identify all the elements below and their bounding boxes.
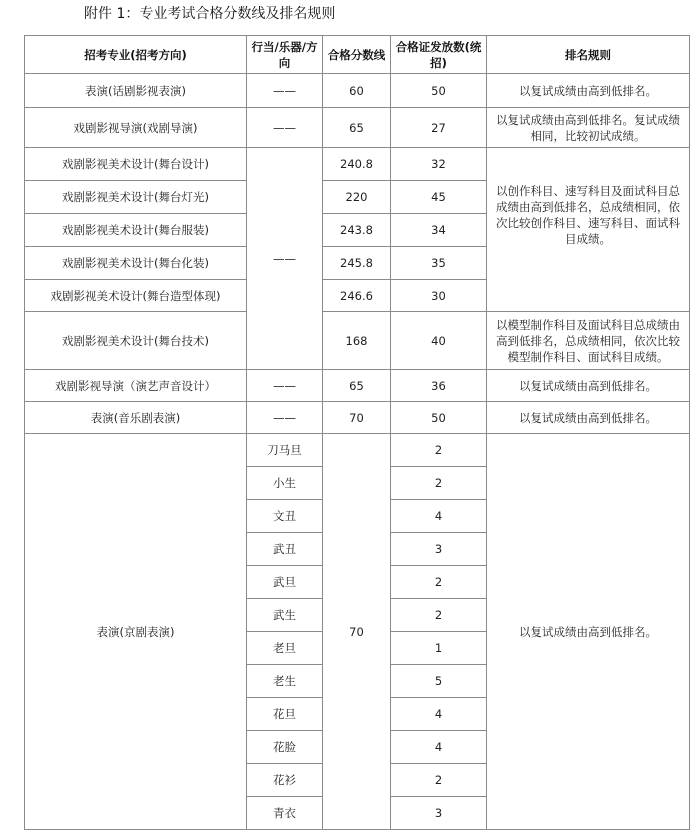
major-cell: 戏剧影视美术设计(舞台设计) — [25, 148, 247, 181]
major-cell: 戏剧影视美术设计(舞台服装) — [25, 214, 247, 247]
header-score: 合格分数线 — [323, 36, 391, 74]
role-cell: 花衫 — [247, 764, 323, 797]
table-row — [25, 108, 690, 148]
score-cell: 246.6 — [323, 280, 391, 312]
header-major: 招考专业(招考方向) — [25, 36, 247, 74]
count-cell: 27 — [391, 108, 487, 148]
score-cell: 243.8 — [323, 214, 391, 247]
count-cell: 2 — [391, 467, 487, 500]
rule-cell: 以创作科目、速写科目及面试科目总成绩由高到低排名，总成绩相同，依次比较创作科目、速写科目、面试科目成绩。 — [487, 148, 690, 312]
rule-cell: 以复试成绩由高到低排名。复试成绩相同，比较初试成绩。 — [487, 108, 690, 148]
header-count: 合格证发放数(统招) — [391, 36, 487, 74]
role-cell: 老生 — [247, 665, 323, 698]
score-table — [24, 35, 690, 830]
rule-cell: 以复试成绩由高到低排名。 — [487, 434, 690, 830]
table-row — [25, 74, 690, 108]
major-cell: 表演(话剧影视表演) — [25, 74, 247, 108]
rule-cell: 以复试成绩由高到低排名。 — [487, 74, 690, 108]
major-cell: 戏剧影视导演(戏剧导演) — [25, 108, 247, 148]
role-cell: 文丑 — [247, 500, 323, 533]
count-cell: 34 — [391, 214, 487, 247]
count-cell: 4 — [391, 500, 487, 533]
major-cell: 戏剧影视导演（演艺声音设计） — [25, 370, 247, 402]
count-cell: 4 — [391, 731, 487, 764]
score-cell: 220 — [323, 181, 391, 214]
rule-cell: 以复试成绩由高到低排名。 — [487, 370, 690, 402]
major-cell: 表演(音乐剧表演) — [25, 402, 247, 434]
role-cell: 武丑 — [247, 533, 323, 566]
score-cell: 65 — [323, 370, 391, 402]
count-cell: 2 — [391, 764, 487, 797]
count-cell: 36 — [391, 370, 487, 402]
role-cell: 老旦 — [247, 632, 323, 665]
count-cell: 45 — [391, 181, 487, 214]
count-cell: 40 — [391, 312, 487, 370]
count-cell: 35 — [391, 247, 487, 280]
score-cell: 70 — [323, 402, 391, 434]
role-cell: 花旦 — [247, 698, 323, 731]
count-cell: 1 — [391, 632, 487, 665]
major-cell: 戏剧影视美术设计(舞台造型体现) — [25, 280, 247, 312]
score-cell: 245.8 — [323, 247, 391, 280]
major-cell: 戏剧影视美术设计(舞台灯光) — [25, 181, 247, 214]
role-cell: 青衣 — [247, 797, 323, 830]
role-cell: —— — [247, 74, 323, 108]
header-role: 行当/乐器/方向 — [247, 36, 323, 74]
count-cell: 32 — [391, 148, 487, 181]
major-cell: 戏剧影视美术设计(舞台技术) — [25, 312, 247, 370]
role-cell: —— — [247, 402, 323, 434]
count-cell: 50 — [391, 402, 487, 434]
header-rule: 排名规则 — [487, 36, 690, 74]
role-cell: 花脸 — [247, 731, 323, 764]
score-cell: 70 — [323, 434, 391, 830]
table-header-row — [25, 36, 690, 74]
score-cell: 65 — [323, 108, 391, 148]
score-cell: 240.8 — [323, 148, 391, 181]
role-cell: 小生 — [247, 467, 323, 500]
table-row — [25, 370, 690, 402]
count-cell: 2 — [391, 599, 487, 632]
table-row — [25, 402, 690, 434]
major-cell: 戏剧影视美术设计(舞台化装) — [25, 247, 247, 280]
count-cell: 3 — [391, 797, 487, 830]
page-title: 附件 1：专业考试合格分数线及排名规则 — [84, 6, 336, 22]
count-cell: 2 — [391, 434, 487, 467]
score-cell: 168 — [323, 312, 391, 370]
count-cell: 2 — [391, 566, 487, 599]
table-row — [25, 434, 690, 467]
rule-cell: 以复试成绩由高到低排名。 — [487, 402, 690, 434]
count-cell: 4 — [391, 698, 487, 731]
major-cell: 表演(京剧表演) — [25, 434, 247, 830]
table-row — [25, 312, 690, 370]
count-cell: 50 — [391, 74, 487, 108]
role-cell: 武生 — [247, 599, 323, 632]
role-cell: 武旦 — [247, 566, 323, 599]
role-cell: —— — [247, 370, 323, 402]
role-cell: —— — [247, 148, 323, 370]
score-cell: 60 — [323, 74, 391, 108]
count-cell: 30 — [391, 280, 487, 312]
count-cell: 5 — [391, 665, 487, 698]
rule-cell: 以模型制作科目及面试科目总成绩由高到低排名，总成绩相同，依次比较模型制作科目、面试科目成绩。 — [487, 312, 690, 370]
role-cell: 刀马旦 — [247, 434, 323, 467]
table-row — [25, 148, 690, 181]
role-cell: —— — [247, 108, 323, 148]
count-cell: 3 — [391, 533, 487, 566]
